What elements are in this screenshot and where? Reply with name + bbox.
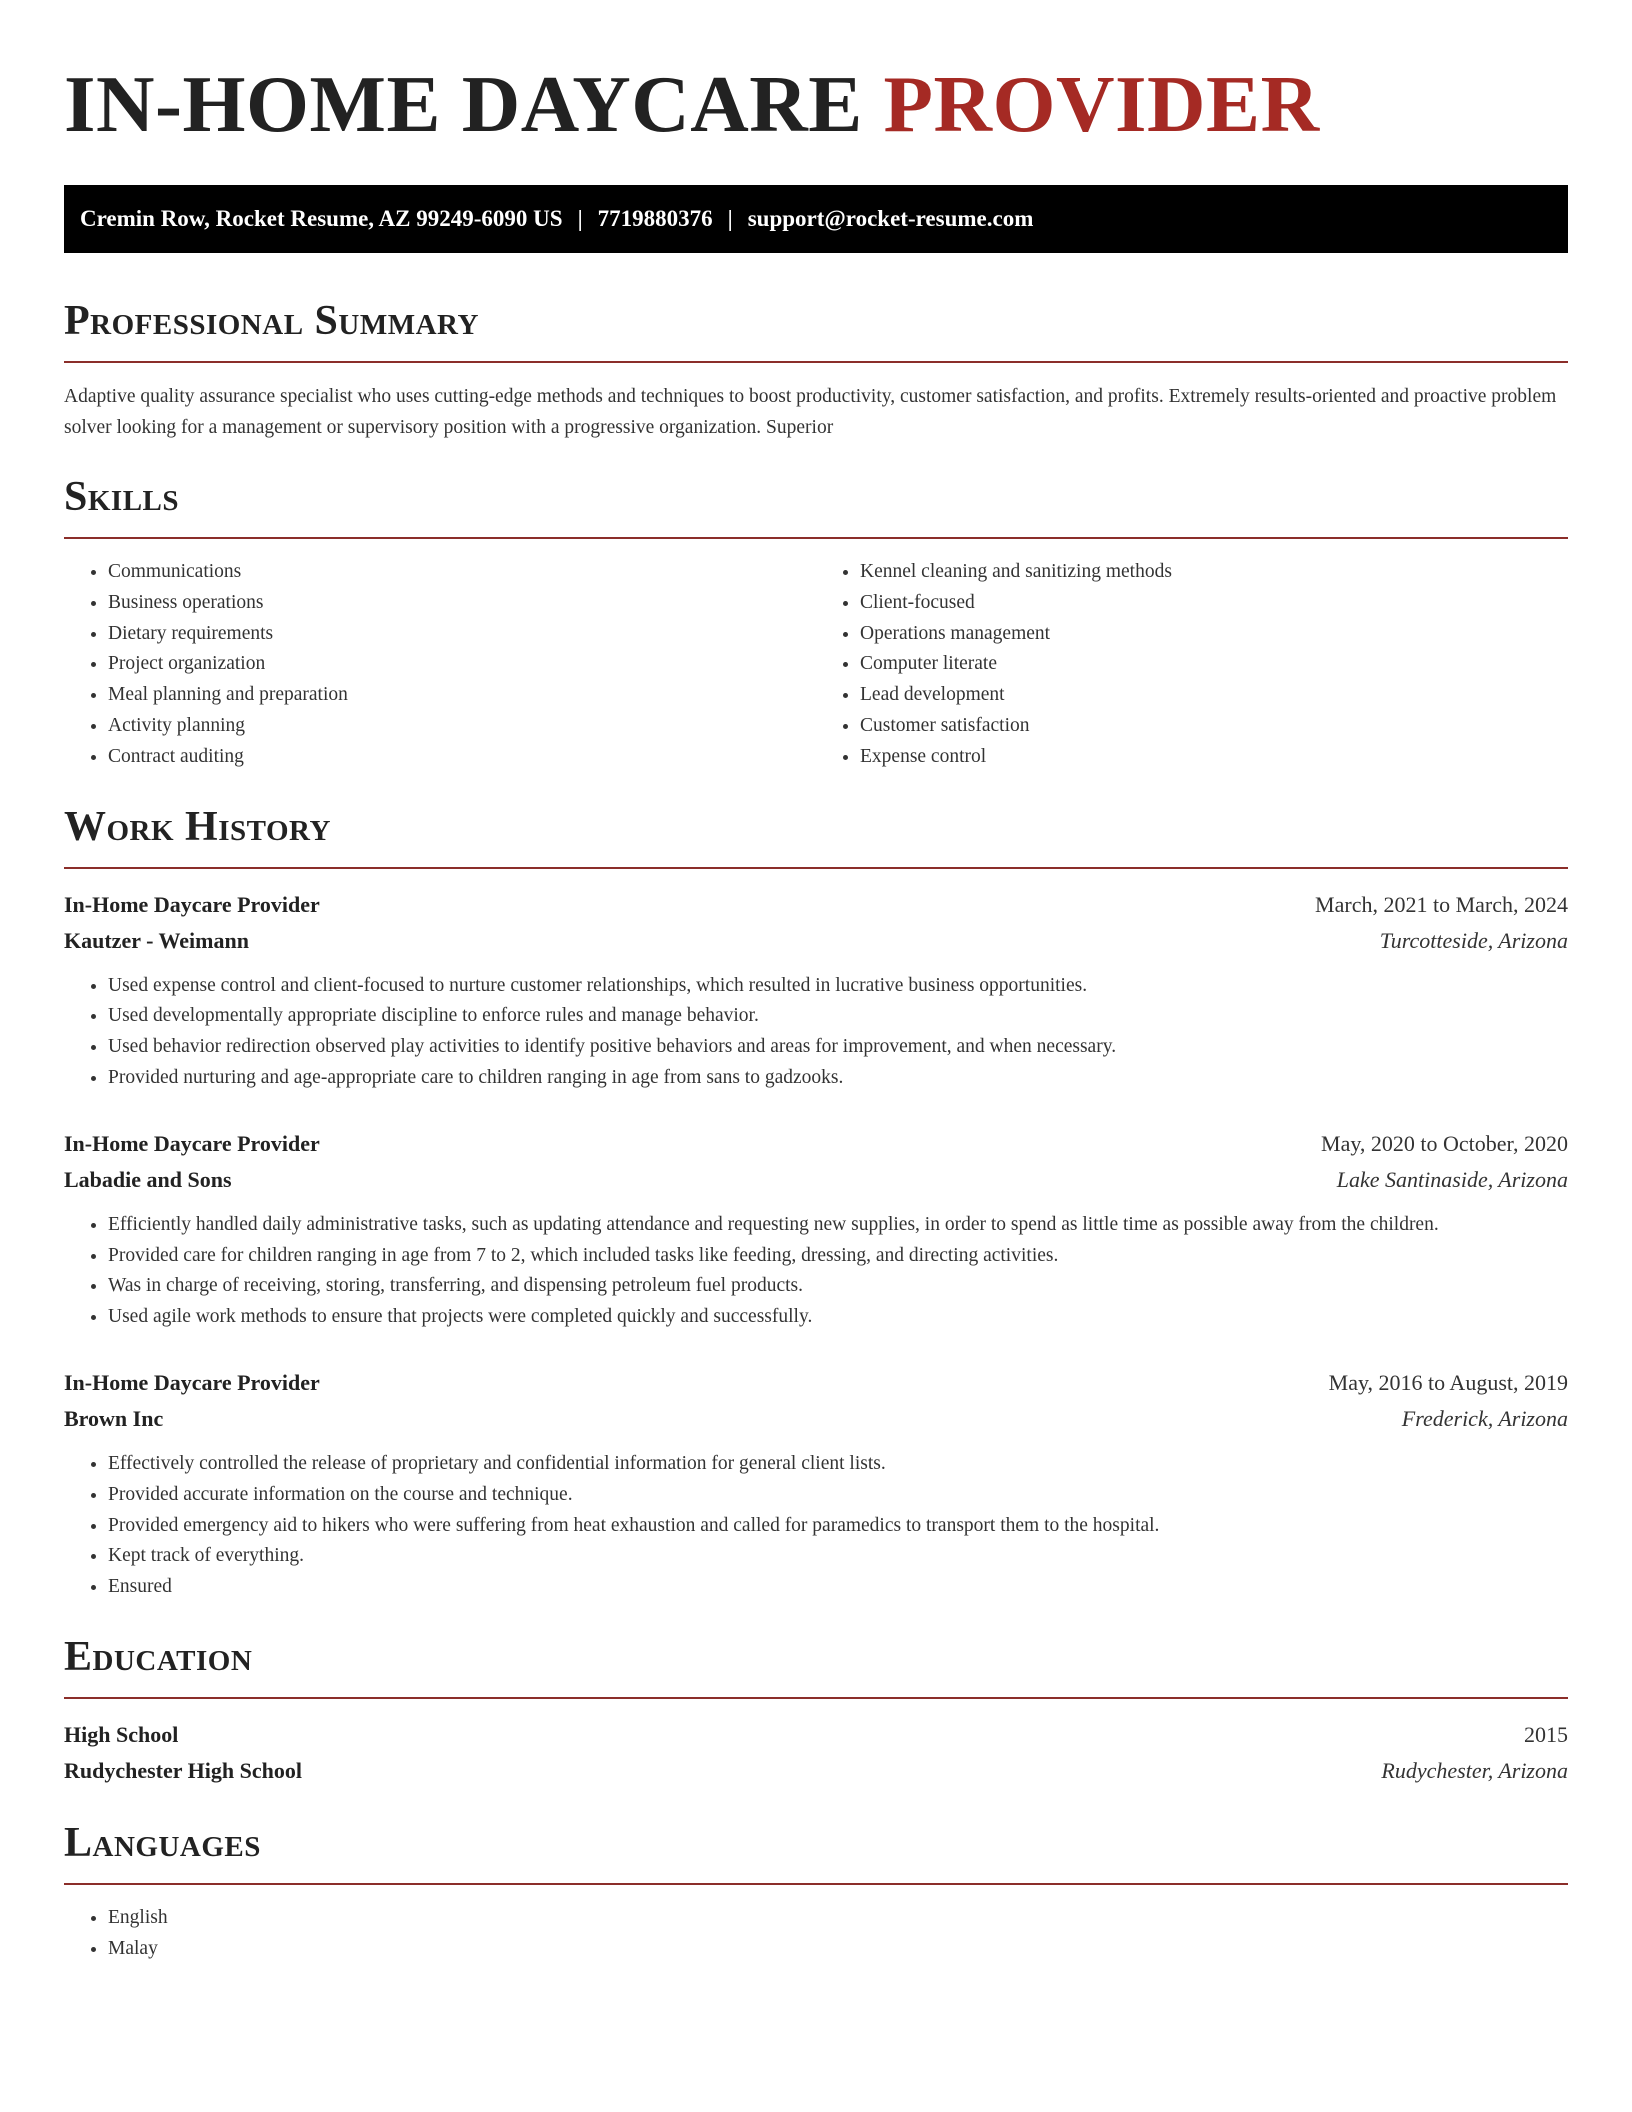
section-divider — [64, 867, 1568, 869]
job-company: Labadie and Sons — [64, 1166, 232, 1192]
job-duty: • Used expense control and client-focused to nurture customer relationships, which resulted in lucrative business opportunities. — [108, 971, 1568, 1002]
job-duty: • Efficiently handled daily administrative tasks, such as updating attendance and requesting new supplies, in order to spend as little time as possible away from the children. — [108, 1210, 1568, 1241]
skills-list-left — [64, 557, 816, 773]
skill-item: • Project organization — [108, 649, 816, 680]
job-duty: • Provided care for children ranging in age from 7 to 2, which included tasks like feeding, dressing, and directing activities. — [108, 1241, 1568, 1272]
summary-heading: Professional Summary — [64, 298, 479, 344]
job-duty: • Provided nurturing and age-appropriate care to children ranging in age from sans to gadzooks. — [108, 1063, 1568, 1094]
summary-text: Adaptive quality assurance specialist who uses cutting-edge methods and techniques to boost productivity, customer satisfaction, and profits. Extremely results-oriented and proactive problem solver looking for a management or supervisory position with a progressive organization. Superior — [64, 386, 1557, 438]
education-location: Rudychester, Arizona — [1381, 1757, 1568, 1783]
education-school-row — [64, 1753, 1568, 1789]
skill-item: • Dietary requirements — [108, 619, 816, 650]
education-degree-row — [64, 1717, 1568, 1753]
job-entry — [64, 1365, 1568, 1603]
resume-title — [64, 56, 1568, 152]
contact-separator: | — [727, 206, 733, 231]
job-duty: • Ensured — [108, 1572, 1568, 1603]
job-title: In-Home Daycare Provider — [64, 1130, 320, 1156]
contact-separator: | — [577, 206, 583, 231]
education-heading: Education — [64, 1633, 253, 1680]
job-company-row — [64, 1401, 1568, 1437]
skill-item: • Expense control — [860, 742, 1568, 773]
job-dates: March, 2021 to March, 2024 — [1315, 891, 1568, 917]
job-location: Frederick, Arizona — [1401, 1405, 1568, 1431]
contact-address: Cremin Row, Rocket Resume, AZ 99249-6090 US — [80, 206, 563, 231]
skill-item: • Business operations — [108, 588, 816, 619]
title-accent: PROVIDER — [883, 59, 1320, 149]
job-duty: • Provided accurate information on the course and technique. — [108, 1480, 1568, 1511]
contact-email: support@rocket-resume.com — [747, 206, 1034, 231]
job-entry — [64, 887, 1568, 1094]
job-duties-list — [64, 971, 1568, 1094]
skill-item: • Computer literate — [860, 649, 1568, 680]
section-divider — [64, 1697, 1568, 1699]
skill-item: • Meal planning and preparation — [108, 680, 816, 711]
skills-grid — [64, 557, 1568, 773]
section-divider — [64, 537, 1568, 539]
skill-item: • Communications — [108, 557, 816, 588]
summary-section — [64, 297, 1568, 443]
job-duty: • Used agile work methods to ensure that projects were completed quickly and successfully. — [108, 1302, 1568, 1333]
section-divider — [64, 361, 1568, 363]
job-location: Turcotteside, Arizona — [1379, 927, 1568, 953]
skill-item: • Activity planning — [108, 711, 816, 742]
skills-column-left — [64, 557, 816, 773]
skill-item: • Lead development — [860, 680, 1568, 711]
work-history-heading: Work History — [64, 803, 331, 850]
job-duty: • Provided emergency aid to hikers who were suffering from heat exhaustion and called for paramedics to transport them to the hospital. — [108, 1511, 1568, 1542]
skill-item: • Kennel cleaning and sanitizing methods — [860, 557, 1568, 588]
job-duties-list — [64, 1210, 1568, 1333]
skills-column-right — [816, 557, 1568, 773]
skills-section — [64, 473, 1568, 773]
language-item: • Malay — [108, 1934, 1568, 1965]
languages-section — [64, 1819, 1568, 1965]
skills-heading: Skills — [64, 474, 180, 520]
education-school: Rudychester High School — [64, 1757, 302, 1783]
job-title: In-Home Daycare Provider — [64, 891, 320, 917]
job-title: In-Home Daycare Provider — [64, 1369, 320, 1395]
job-duty: • Used developmentally appropriate discipline to enforce rules and manage behavior. — [108, 1001, 1568, 1032]
job-company: Brown Inc — [64, 1405, 164, 1431]
skill-item: • Contract auditing — [108, 742, 816, 773]
education-degree: High School — [64, 1721, 179, 1747]
job-title-row — [64, 887, 1568, 923]
skill-item: • Operations management — [860, 619, 1568, 650]
languages-list — [64, 1903, 1568, 1965]
job-dates: May, 2020 to October, 2020 — [1321, 1130, 1568, 1156]
contact-phone: 7719880376 — [597, 206, 713, 231]
job-company-row — [64, 1162, 1568, 1198]
section-divider — [64, 1883, 1568, 1885]
job-company-row — [64, 923, 1568, 959]
contact-bar — [64, 185, 1568, 253]
job-company: Kautzer - Weimann — [64, 927, 249, 953]
title-main: IN-HOME DAYCARE — [64, 59, 863, 149]
work-history-section — [64, 803, 1568, 1603]
job-duty: • Used behavior redirection observed play activities to identify positive behaviors and areas for improvement, and when necessary. — [108, 1032, 1568, 1063]
languages-heading: Languages — [64, 1819, 261, 1866]
education-year: 2015 — [1524, 1721, 1568, 1747]
job-duty: • Was in charge of receiving, storing, transferring, and dispensing petroleum fuel products. — [108, 1271, 1568, 1302]
job-duties-list — [64, 1449, 1568, 1603]
skills-list-right — [816, 557, 1568, 773]
language-item: • English — [108, 1903, 1568, 1934]
job-duty: • Kept track of everything. — [108, 1541, 1568, 1572]
skill-item: • Client-focused — [860, 588, 1568, 619]
skill-item: • Customer satisfaction — [860, 711, 1568, 742]
job-title-row — [64, 1365, 1568, 1401]
education-section — [64, 1633, 1568, 1789]
job-location: Lake Santinaside, Arizona — [1336, 1166, 1568, 1192]
job-dates: May, 2016 to August, 2019 — [1328, 1369, 1568, 1395]
job-title-row — [64, 1126, 1568, 1162]
job-duty: • Effectively controlled the release of proprietary and confidential information for general client lists. — [108, 1449, 1568, 1480]
job-entry — [64, 1126, 1568, 1333]
